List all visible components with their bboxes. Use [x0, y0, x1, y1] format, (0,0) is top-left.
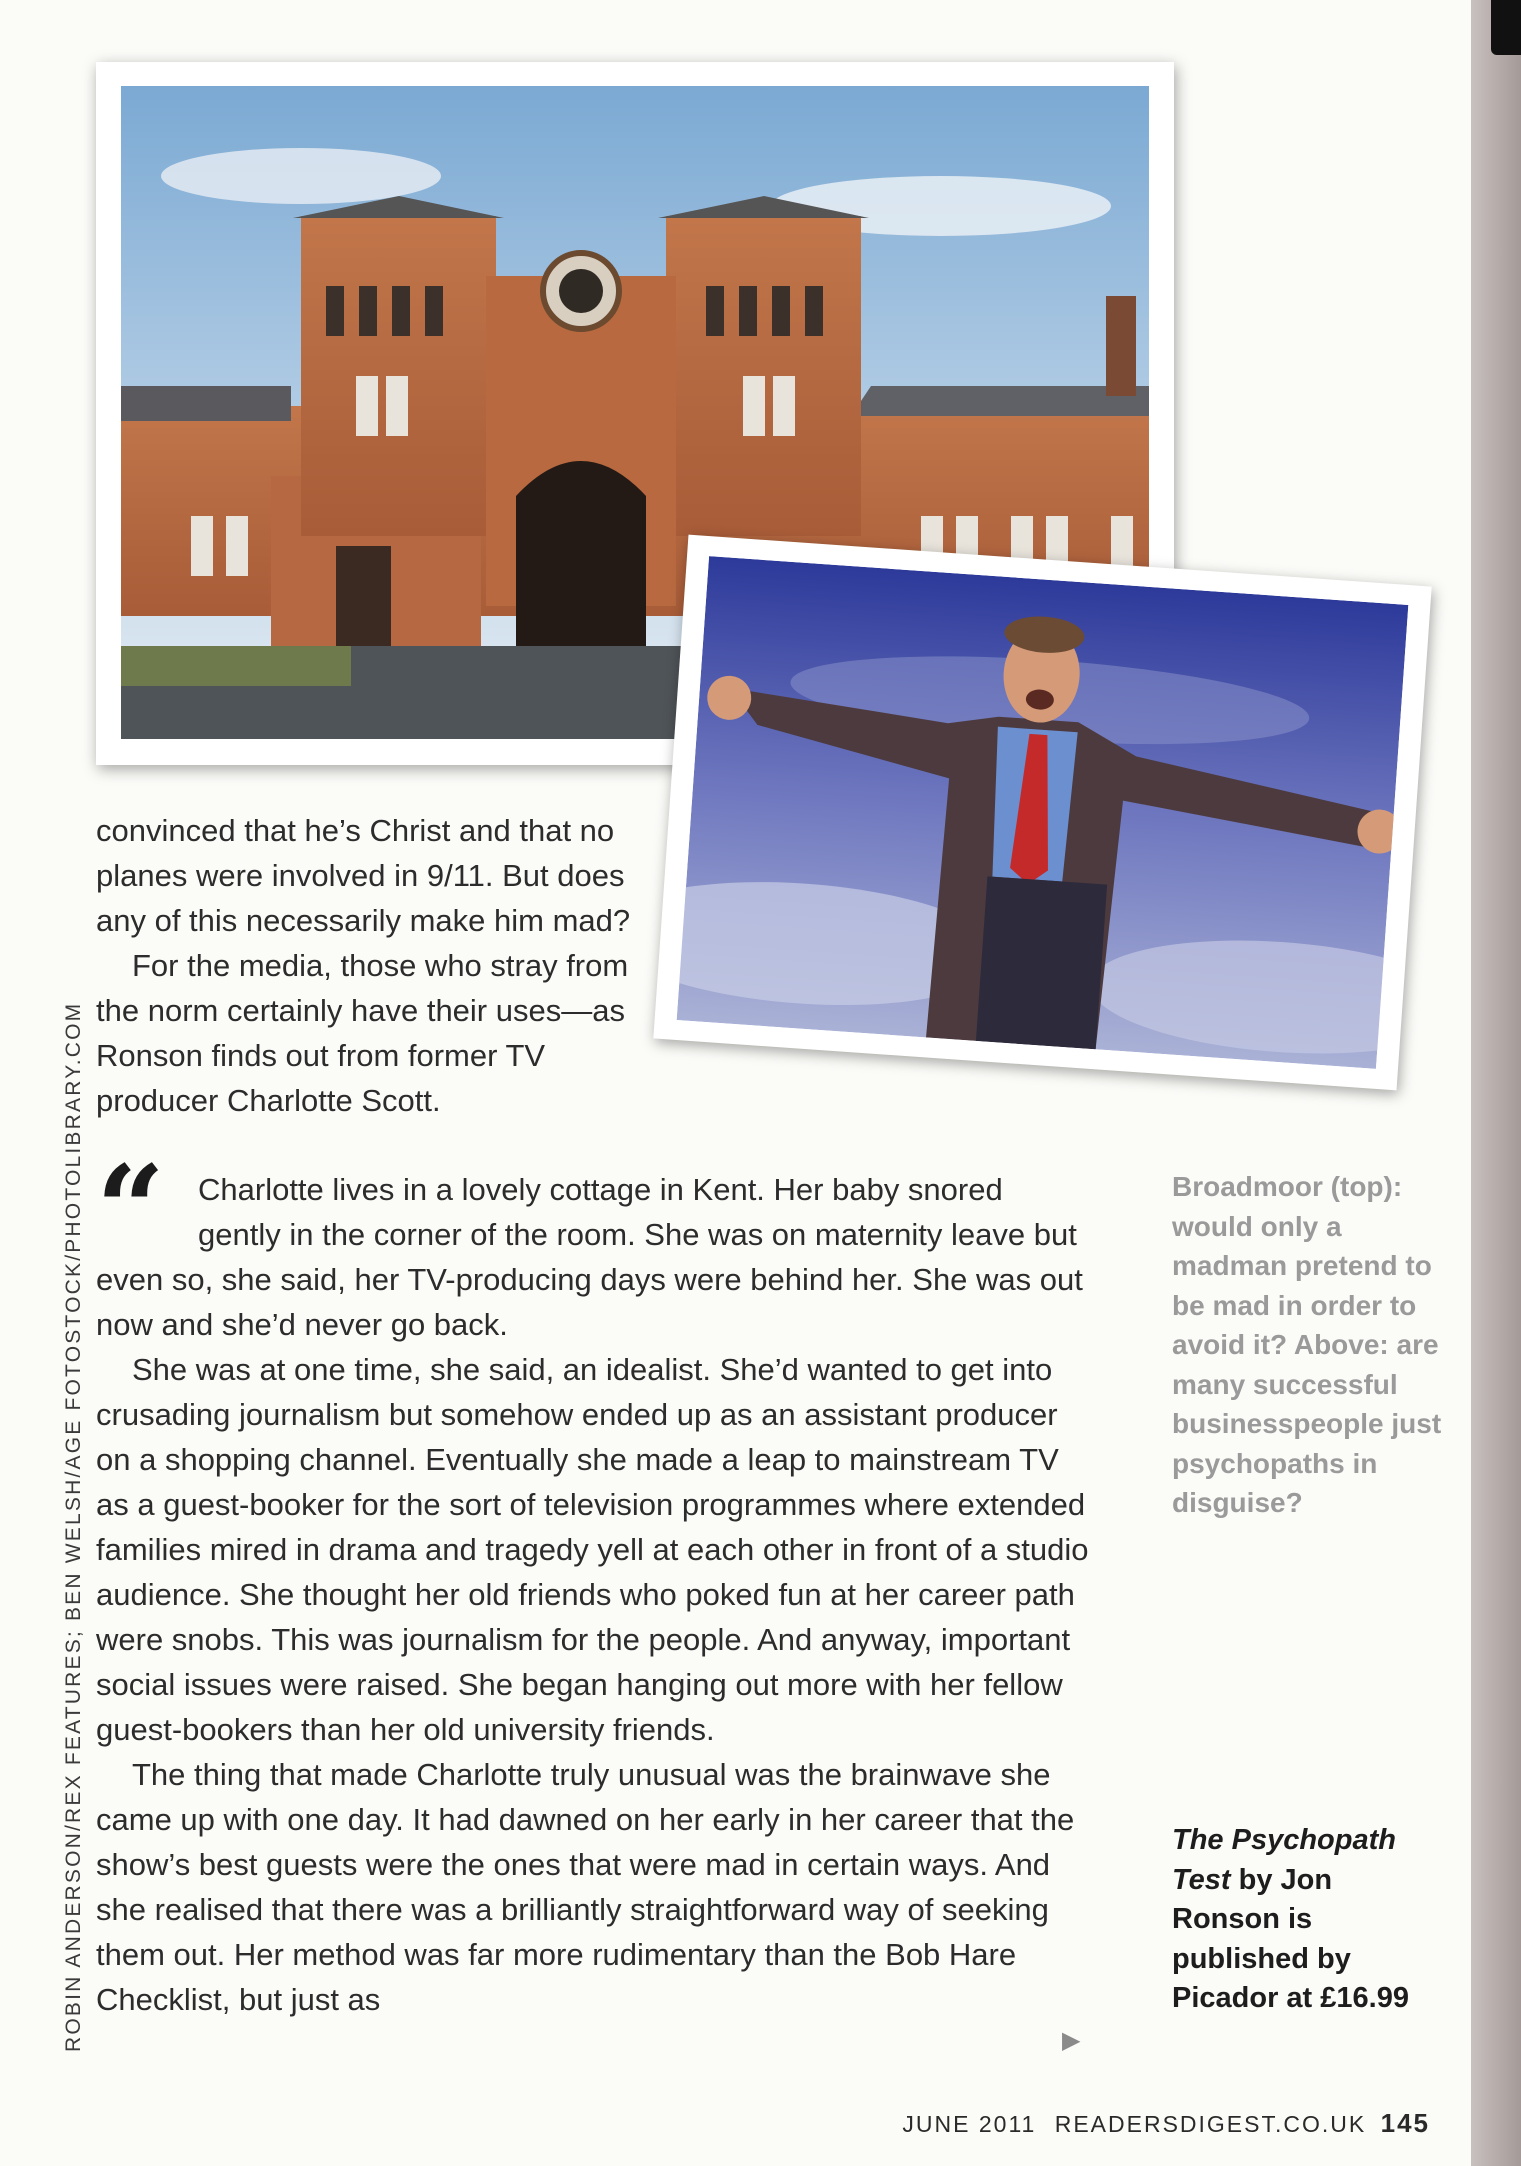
- story-paragraph-3: The thing that made Charlotte truly unusual was the brainwave she came up with one day. It had dawned on her early in her career that the show’s best guests were the ones that were mad in certain ways. And she realised that there was a brilliantly straightforward way of seeking them out. Her method was far more rudimentary than the Bob Hare Checklist, but just as: [96, 1757, 1075, 2017]
- open-quote-mark: “: [96, 1139, 166, 1280]
- site-name: READERSDIGEST.CO.UK: [1054, 2111, 1367, 2137]
- page-edge: [1471, 0, 1521, 2166]
- continue-arrow-icon: ▶: [1062, 2027, 1081, 2054]
- story-paragraph-2: She was at one time, she said, an idealist. She’d wanted to get into crusading journalism but somehow ended up as an assistant producer on a shopping channel. Eventually she made a leap to mainstream TV as a guest-booker for the sort of television programmes where extended families mired in drama and tragedy yell at each other in front of a studio audience. She thought her old friends who poked fun at her career path were snobs. This was journalism for the people. And anyway, important social issues were raised. She began hanging out more with her fellow guest-bookers than her old university friends.: [96, 1352, 1089, 1747]
- story-paragraph-1: Charlotte lives in a lovely cottage in Kent. Her baby snored gently in the corner of the room. She was on maternity leave but even so, she said, her TV-producing days were behind her. She was out now and she’d never go back.: [96, 1172, 1083, 1342]
- intro-text: [96, 808, 676, 1123]
- photo-caption: Broadmoor (top): would only a madman pretend to be mad in order to avoid it? Above: are many successful businesspeople just psychopaths in disguise?: [1172, 1171, 1442, 1518]
- page-number: 145: [1380, 2108, 1430, 2138]
- book-details: by Jon Ronson is published by Picador at £16.99: [1172, 1863, 1409, 2014]
- book-info: [1172, 1821, 1422, 2019]
- page-edge-corner: [1491, 0, 1521, 55]
- businessman-image: [677, 556, 1409, 1069]
- photo-credit: ROBIN ANDERSON/REX FEATURES; BEN WELSH/AGE FOTOSTOCK/PHOTOLIBRARY.COM: [62, 1001, 85, 2052]
- book-title: The Psychopath Test: [1172, 1824, 1396, 1896]
- story-text: [96, 1139, 1092, 2022]
- page-footer: [902, 2108, 1430, 2139]
- issue-date: JUNE 2011: [902, 2111, 1037, 2137]
- intro-paragraph-2: For the media, those who stray from the norm certainly have their uses—as Ronson finds out from former TV producer Charlotte Scott.: [96, 948, 629, 1118]
- intro-paragraph-1: convinced that he’s Christ and that no planes were involved in 9/11. But does any of this necessarily make him mad?: [96, 813, 631, 938]
- businessman-photo: [653, 535, 1431, 1091]
